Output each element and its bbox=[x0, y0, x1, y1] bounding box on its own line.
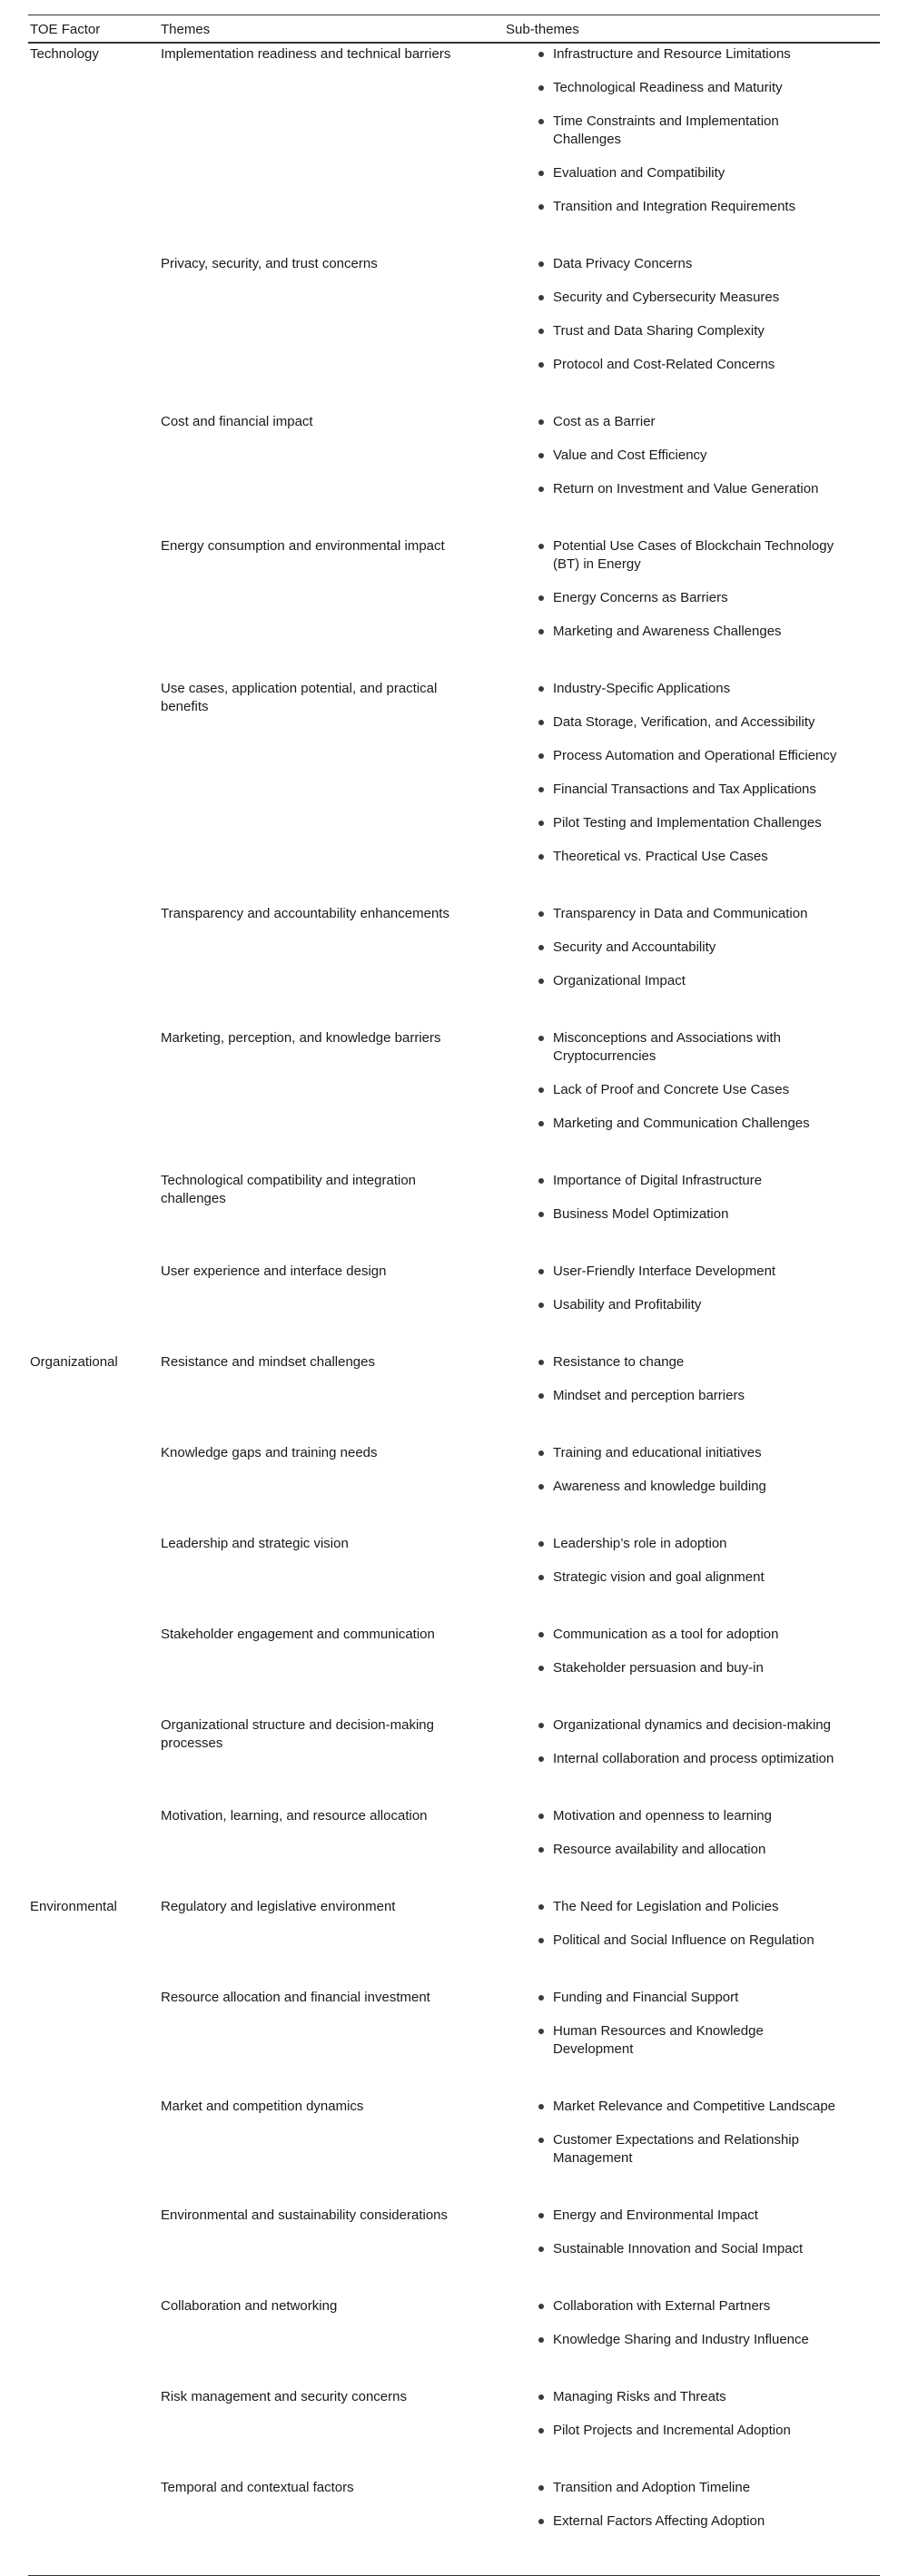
theme-cell: Regulatory and legislative environment bbox=[161, 1899, 396, 1914]
sub-themes-cell bbox=[506, 1261, 880, 1352]
table-row bbox=[28, 678, 880, 903]
sub-themes-cell bbox=[506, 1896, 880, 1987]
sub-theme-item: Trust and Data Sharing Complexity bbox=[506, 322, 880, 340]
sub-theme-item: Resistance to change bbox=[506, 1353, 880, 1372]
sub-themes-cell bbox=[506, 1027, 880, 1170]
sub-theme-list bbox=[506, 1029, 880, 1133]
sub-theme-item: Transparency in Data and Communication bbox=[506, 905, 880, 923]
sub-theme-list bbox=[506, 1535, 880, 1587]
sub-theme-list bbox=[506, 905, 880, 990]
theme-cell: Resistance and mindset challenges bbox=[161, 1354, 375, 1370]
sub-theme-item: Pilot Projects and Incremental Adoption bbox=[506, 2422, 880, 2440]
table-header bbox=[28, 15, 880, 44]
sub-theme-item: Leadership’s role in adoption bbox=[506, 1535, 880, 1553]
toe-factor-cell bbox=[28, 1261, 161, 1352]
sub-themes-cell bbox=[506, 1170, 880, 1261]
table-row bbox=[28, 253, 880, 411]
table-row bbox=[28, 43, 880, 253]
sub-themes-cell bbox=[506, 2296, 880, 2386]
sub-theme-list bbox=[506, 680, 880, 866]
sub-theme-item: Transition and Integration Requirements bbox=[506, 198, 880, 216]
table-row bbox=[28, 1261, 880, 1352]
sub-theme-item: User-Friendly Interface Development bbox=[506, 1263, 880, 1281]
theme-cell: Risk management and security concerns bbox=[161, 2389, 407, 2404]
sub-theme-item: Security and Cybersecurity Measures bbox=[506, 289, 880, 307]
sub-themes-cell bbox=[506, 678, 880, 903]
sub-theme-item: Misconceptions and Associations with Cryptocurrencies bbox=[506, 1029, 880, 1066]
sub-theme-item: External Factors Affecting Adoption bbox=[506, 2512, 880, 2531]
table-row bbox=[28, 1027, 880, 1170]
table-row bbox=[28, 1805, 880, 1896]
table-row bbox=[28, 2477, 880, 2568]
toe-factor-cell bbox=[28, 678, 161, 903]
sub-themes-cell bbox=[506, 2205, 880, 2296]
sub-theme-list bbox=[506, 2297, 880, 2349]
table-row bbox=[28, 536, 880, 678]
toe-factor-cell: Technology bbox=[30, 46, 99, 62]
sub-theme-list bbox=[506, 1898, 880, 1950]
theme-cell: Implementation readiness and technical barriers bbox=[161, 46, 451, 62]
theme-cell: Privacy, security, and trust concerns bbox=[161, 256, 378, 271]
sub-theme-item: Funding and Financial Support bbox=[506, 1989, 880, 2007]
sub-theme-item: Business Model Optimization bbox=[506, 1205, 880, 1224]
theme-cell: Transparency and accountability enhancements bbox=[161, 906, 449, 921]
sub-themes-cell bbox=[506, 1624, 880, 1715]
header-themes: Themes bbox=[161, 15, 506, 44]
sub-theme-list bbox=[506, 1444, 880, 1496]
sub-theme-item: Political and Social Influence on Regulation bbox=[506, 1932, 880, 1950]
toe-factor-cell bbox=[28, 1805, 161, 1896]
table-row bbox=[28, 2205, 880, 2296]
sub-theme-item: Customer Expectations and Relationship Management bbox=[506, 2131, 880, 2168]
sub-theme-list bbox=[506, 537, 880, 641]
sub-theme-item: Marketing and Awareness Challenges bbox=[506, 623, 880, 641]
sub-theme-list bbox=[506, 1807, 880, 1859]
theme-cell: Marketing, perception, and knowledge barriers bbox=[161, 1030, 441, 1046]
table-row bbox=[28, 2386, 880, 2477]
sub-theme-item: Stakeholder persuasion and buy-in bbox=[506, 1659, 880, 1677]
toe-factor-cell bbox=[28, 2205, 161, 2296]
sub-theme-item: Data Storage, Verification, and Accessibility bbox=[506, 713, 880, 732]
sub-theme-item: Time Constraints and Implementation Challenges bbox=[506, 113, 880, 149]
sub-theme-list bbox=[506, 2098, 880, 2168]
sub-theme-list bbox=[506, 1172, 880, 1224]
toe-factor-cell bbox=[28, 1027, 161, 1170]
sub-theme-list bbox=[506, 1989, 880, 2059]
toe-factor-cell bbox=[28, 1533, 161, 1624]
theme-cell: Temporal and contextual factors bbox=[161, 2480, 354, 2495]
sub-theme-list bbox=[506, 1263, 880, 1314]
sub-theme-item: Protocol and Cost-Related Concerns bbox=[506, 356, 880, 374]
sub-theme-item: Lack of Proof and Concrete Use Cases bbox=[506, 1081, 880, 1099]
toe-factor-cell bbox=[28, 1624, 161, 1715]
toe-factor-cell bbox=[28, 253, 161, 411]
sub-theme-item: Evaluation and Compatibility bbox=[506, 164, 880, 182]
sub-themes-cell bbox=[506, 1442, 880, 1533]
sub-themes-cell bbox=[506, 411, 880, 536]
table-row bbox=[28, 411, 880, 536]
sub-theme-list bbox=[506, 2479, 880, 2531]
sub-theme-item: Organizational Impact bbox=[506, 972, 880, 990]
sub-theme-item: Potential Use Cases of Blockchain Technology (BT) in Energy bbox=[506, 537, 880, 574]
sub-theme-item: Financial Transactions and Tax Applications bbox=[506, 781, 880, 799]
toe-factor-cell bbox=[28, 903, 161, 1027]
sub-theme-list bbox=[506, 1353, 880, 1405]
theme-cell: Environmental and sustainability considerations bbox=[161, 2207, 449, 2223]
sub-theme-item: Collaboration with External Partners bbox=[506, 2297, 880, 2315]
sub-theme-item: Sustainable Innovation and Social Impact bbox=[506, 2240, 880, 2258]
sub-themes-cell bbox=[506, 2096, 880, 2205]
theme-cell: User experience and interface design bbox=[161, 1263, 387, 1279]
sub-theme-list bbox=[506, 413, 880, 498]
sub-theme-item: Industry-Specific Applications bbox=[506, 680, 880, 698]
sub-themes-cell bbox=[506, 903, 880, 1027]
theme-cell: Technological compatibility and integration challenges bbox=[161, 1173, 417, 1206]
sub-themes-cell bbox=[506, 2386, 880, 2477]
sub-theme-item: Knowledge Sharing and Industry Influence bbox=[506, 2331, 880, 2349]
sub-theme-item: Energy and Environmental Impact bbox=[506, 2207, 880, 2225]
sub-themes-cell bbox=[506, 1533, 880, 1624]
toe-factor-cell bbox=[28, 1442, 161, 1533]
sub-theme-item: Technological Readiness and Maturity bbox=[506, 79, 880, 97]
sub-theme-item: Human Resources and Knowledge Development bbox=[506, 2022, 880, 2059]
sub-themes-cell bbox=[506, 1715, 880, 1805]
table-row bbox=[28, 2096, 880, 2205]
sub-themes-cell bbox=[506, 253, 880, 411]
sub-theme-item: Awareness and knowledge building bbox=[506, 1478, 880, 1496]
theme-cell: Collaboration and networking bbox=[161, 2298, 338, 2314]
sub-theme-item: Resource availability and allocation bbox=[506, 1841, 880, 1859]
theme-cell: Market and competition dynamics bbox=[161, 2099, 364, 2114]
table-row bbox=[28, 903, 880, 1027]
sub-theme-item: Motivation and openness to learning bbox=[506, 1807, 880, 1825]
toe-factor-cell bbox=[28, 1987, 161, 2096]
sub-theme-item: Return on Investment and Value Generation bbox=[506, 480, 880, 498]
sub-theme-item: Strategic vision and goal alignment bbox=[506, 1568, 880, 1587]
theme-cell: Motivation, learning, and resource allocation bbox=[161, 1808, 428, 1824]
sub-theme-item: Marketing and Communication Challenges bbox=[506, 1115, 880, 1133]
table-row bbox=[28, 1987, 880, 2096]
sub-theme-item: Pilot Testing and Implementation Challenges bbox=[506, 814, 880, 832]
toe-factor-cell bbox=[28, 411, 161, 536]
sub-theme-item: Transition and Adoption Timeline bbox=[506, 2479, 880, 2497]
header-sub-themes: Sub-themes bbox=[506, 15, 880, 44]
sub-theme-item: Energy Concerns as Barriers bbox=[506, 589, 880, 607]
sub-theme-list bbox=[506, 45, 880, 216]
toe-table-page bbox=[28, 0, 880, 2576]
table-row bbox=[28, 1533, 880, 1624]
sub-theme-list bbox=[506, 2207, 880, 2258]
toe-themes-table bbox=[28, 15, 880, 2568]
table-row bbox=[28, 1442, 880, 1533]
sub-theme-item: Value and Cost Efficiency bbox=[506, 447, 880, 465]
sub-theme-item: Importance of Digital Infrastructure bbox=[506, 1172, 880, 1190]
header-toe-factor: TOE Factor bbox=[28, 15, 161, 44]
sub-theme-item: Managing Risks and Threats bbox=[506, 2388, 880, 2406]
toe-factor-cell bbox=[28, 2296, 161, 2386]
theme-cell: Cost and financial impact bbox=[161, 414, 313, 429]
sub-theme-item: Training and educational initiatives bbox=[506, 1444, 880, 1462]
sub-theme-item: Cost as a Barrier bbox=[506, 413, 880, 431]
sub-themes-cell bbox=[506, 1987, 880, 2096]
sub-theme-item: Data Privacy Concerns bbox=[506, 255, 880, 273]
sub-theme-item: Communication as a tool for adoption bbox=[506, 1626, 880, 1644]
sub-theme-item: Organizational dynamics and decision-making bbox=[506, 1716, 880, 1735]
sub-theme-item: Market Relevance and Competitive Landscape bbox=[506, 2098, 880, 2116]
toe-factor-cell bbox=[28, 2477, 161, 2568]
table-row bbox=[28, 1170, 880, 1261]
sub-theme-list bbox=[506, 2388, 880, 2440]
sub-theme-item: Process Automation and Operational Efficiency bbox=[506, 747, 880, 765]
toe-factor-cell bbox=[28, 2096, 161, 2205]
theme-cell: Resource allocation and financial investment bbox=[161, 1990, 430, 2005]
sub-theme-item: Mindset and perception barriers bbox=[506, 1387, 880, 1405]
sub-theme-item: Internal collaboration and process optimization bbox=[506, 1750, 880, 1768]
sub-themes-cell bbox=[506, 43, 880, 253]
sub-theme-list bbox=[506, 255, 880, 374]
sub-theme-item: Security and Accountability bbox=[506, 939, 880, 957]
table-row bbox=[28, 1624, 880, 1715]
sub-theme-list bbox=[506, 1626, 880, 1677]
theme-cell: Knowledge gaps and training needs bbox=[161, 1445, 378, 1460]
toe-factor-cell bbox=[28, 1170, 161, 1261]
toe-factor-cell: Organizational bbox=[30, 1354, 118, 1370]
sub-theme-list bbox=[506, 1716, 880, 1768]
sub-theme-item: Infrastructure and Resource Limitations bbox=[506, 45, 880, 64]
table-row bbox=[28, 1352, 880, 1442]
toe-factor-cell bbox=[28, 2386, 161, 2477]
sub-themes-cell bbox=[506, 1352, 880, 1442]
sub-theme-item: The Need for Legislation and Policies bbox=[506, 1898, 880, 1916]
toe-factor-cell: Environmental bbox=[30, 1899, 117, 1914]
table-row bbox=[28, 2296, 880, 2386]
sub-themes-cell bbox=[506, 536, 880, 678]
theme-cell: Use cases, application potential, and practical benefits bbox=[161, 681, 438, 714]
theme-cell: Organizational structure and decision-making processes bbox=[161, 1717, 434, 1751]
theme-cell: Energy consumption and environmental impact bbox=[161, 538, 445, 554]
table-row bbox=[28, 1715, 880, 1805]
sub-themes-cell bbox=[506, 1805, 880, 1896]
toe-factor-cell bbox=[28, 1715, 161, 1805]
toe-factor-cell bbox=[28, 536, 161, 678]
sub-themes-cell bbox=[506, 2477, 880, 2568]
table-row bbox=[28, 1896, 880, 1987]
theme-cell: Leadership and strategic vision bbox=[161, 1536, 349, 1551]
table-body bbox=[28, 43, 880, 2568]
sub-theme-item: Usability and Profitability bbox=[506, 1296, 880, 1314]
theme-cell: Stakeholder engagement and communication bbox=[161, 1627, 435, 1642]
sub-theme-item: Theoretical vs. Practical Use Cases bbox=[506, 848, 880, 866]
